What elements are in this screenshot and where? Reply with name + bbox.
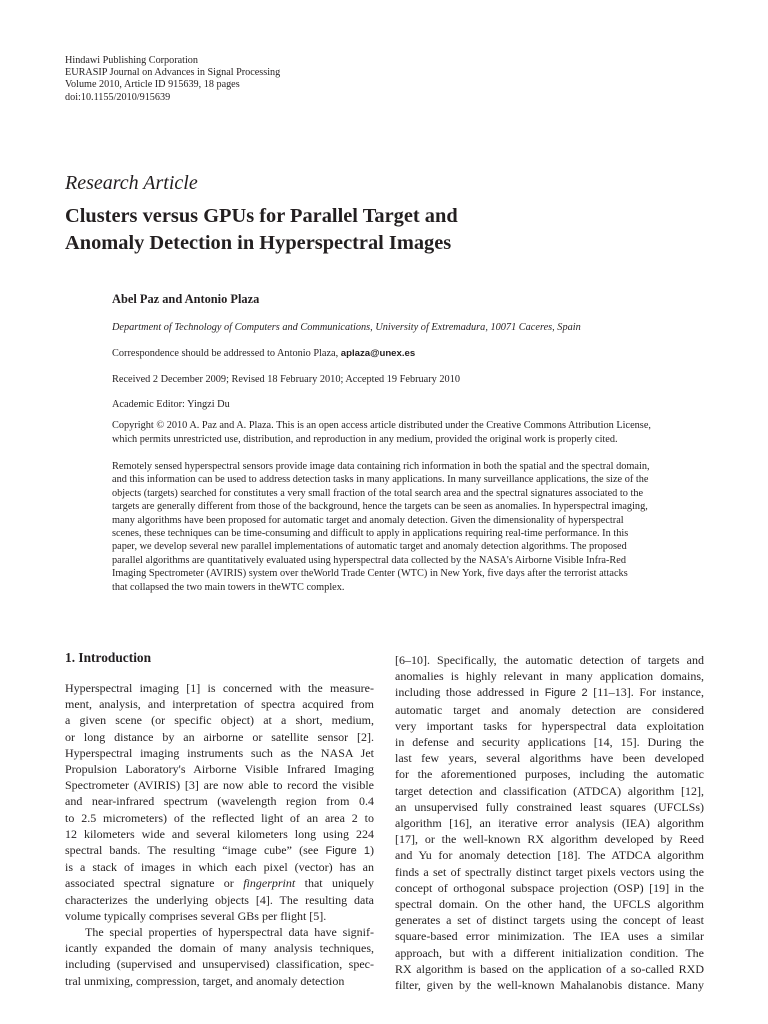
right-column <box>395 652 704 993</box>
doi-line: doi:10.1155/2010/915639 <box>65 91 171 103</box>
authors: Abel Paz and Antonio Plaza <box>112 292 260 306</box>
text-line: finds a set of spectrally distinct target pixels vectors using the <box>395 864 704 879</box>
text-line: anomalies is highly relevant in many application domains, <box>395 669 704 684</box>
article-type: Research Article <box>65 172 198 194</box>
text-line: last few years, several algorithms have been developed <box>395 751 704 766</box>
title-line: Clusters versus GPUs for Parallel Target and <box>65 205 458 227</box>
correspondence-text: Correspondence should be addressed to Antonio Plaza, <box>112 348 341 359</box>
text-line: 12 kilometers wide and several kilometers long using 224 <box>65 826 374 841</box>
text-line: square-based error minimization. The IEA uses a similar <box>395 929 704 944</box>
text-line: an unsupervised fully constrained least squares (UFCLSs) <box>395 799 704 814</box>
text-line: including (supervised and unsupervised) classification, spec- <box>65 957 374 972</box>
text-line: [6–10]. Specifically, the automatic detection of targets and <box>395 653 704 667</box>
left-column <box>65 680 374 989</box>
text-line: Remotely sensed hyperspectral sensors provide image data containing rich information in both the spatial and the spectral domain, <box>112 461 650 472</box>
journal-line: EURASIP Journal on Advances in Signal Processing <box>65 67 281 79</box>
text-line: in defense and security applications [14, 15]. During the <box>395 735 704 750</box>
publisher-line: Hindawi Publishing Corporation <box>65 55 198 66</box>
text-line: that collapsed the two main towers in theWTC complex. <box>112 581 345 593</box>
abstract <box>112 460 704 594</box>
text-line: paper, we develop several new parallel implementations of automatic target and anomaly detection algorithms. The proposed <box>112 541 627 553</box>
text-line: to 2.5 micrometers) of the reflected light of an area 2 to <box>65 810 374 825</box>
text-line: generates a set of distinct targets using the concept of least <box>395 913 704 928</box>
text-line: characterizes the underlying objects [4]. The resulting data <box>65 892 374 907</box>
text-line: spectral bands. The resulting “image cube” (see Figure 1) <box>65 843 374 858</box>
dates-line: Received 2 December 2009; Revised 18 February 2010; Accepted 19 February 2010 <box>112 374 460 385</box>
email-link[interactable]: aplaza@unex.es <box>340 348 416 359</box>
copyright-line: Copyright © 2010 A. Paz and A. Plaza. This is an open access article distributed under the Creative Commons Attribution License, <box>112 420 651 431</box>
text-line: Propulsion Laboratory's Airborne Visible Infrared Imaging <box>65 762 374 777</box>
text-line: icantly expanded the domain of many analysis techniques, <box>65 941 374 956</box>
text-line: for the aforementioned purposes, including the automatic <box>395 767 704 782</box>
text-line: is a stack of images in which each pixel (vector) has an <box>65 860 374 875</box>
text-line: RX algorithm is based on the application of a so-called RXD <box>395 961 704 976</box>
copyright-line: which permits unrestricted use, distribution, and reproduction in any medium, provided the original work is properly cited. <box>112 434 618 445</box>
text-line: and Yu for anomaly detection [18]. The ATDCA algorithm <box>395 848 704 863</box>
text-line: concept of orthogonal subspace projection (OSP) [19] in the <box>395 880 704 895</box>
text-line: algorithm [16], an iterative error analysis (IEA) algorithm <box>395 816 704 831</box>
text-line: Hyperspectral imaging [1] is concerned with the measure- <box>65 681 374 695</box>
text-line: objects (targets) searched for constitutes a very small fraction of the total search area and the spectral signatures associated to the <box>112 487 644 499</box>
correspondence <box>112 348 415 359</box>
copyright-notice <box>112 419 710 447</box>
section-heading: 1. Introduction <box>65 650 152 665</box>
text-line: and near-infrared spectrum (wavelength region from 0.4 <box>65 794 374 809</box>
text-line: Imaging Spectrometer (AVIRIS) system over theWorld Trade Center (WTC) in New York, five days after the terrorist attacks <box>112 568 628 580</box>
article-title <box>65 203 458 257</box>
text-line: volume typically comprises several GBs per flight [5]. <box>65 908 327 923</box>
editor-line: Academic Editor: Yingzi Du <box>112 399 230 410</box>
text-line: spectral domain. On the other hand, the UFCLS algorithm <box>395 897 704 912</box>
text-line: or long distance by an airborne or satellite sensor [2]. <box>65 729 374 744</box>
text-line: tral unmixing, compression, target, and anomaly detection <box>65 973 345 988</box>
journal-header <box>65 55 280 104</box>
text-line: approach, but with a different initialization condition. The <box>395 945 704 960</box>
text-line: filter, given by the well-known Mahalanobis distance. Many <box>395 978 704 993</box>
text-line: many algorithms have been proposed for automatic target and anomaly detection. Given the dimensionality of hyperspectral <box>112 514 624 526</box>
volume-line: Volume 2010, Article ID 915639, 18 pages <box>65 79 240 91</box>
text-line: [17], or the well-known RX algorithm developed by Reed <box>395 832 704 847</box>
text-line: a given scene (or specific object) at a short, medium, <box>65 713 374 728</box>
text-line: Hyperspectral imaging instruments such as the NASA Jet <box>65 745 374 760</box>
text-line: targets are generally different from those of the background, hence the targets can be seen as anomalies. In hyperspectral imaging, <box>112 501 648 513</box>
text-line: ment, analysis, and interpretation of spectra acquired from <box>65 697 374 712</box>
text-line: associated spectral signature or fingerprint that uniquely <box>65 876 374 891</box>
title-line: Anomaly Detection in Hyperspectral Images <box>65 232 452 254</box>
text-line: very important tasks for hyperspectral data exploitation <box>395 718 704 733</box>
text-line: scenes, these techniques can be time-consuming and difficult to apply in applications requiring real-time performance. In this <box>112 528 629 540</box>
text-line: including those addressed in Figure 2 [11–13]. For instance, <box>395 685 704 700</box>
text-line: and this information can be used to address detection tasks in many applications. In many surveillance applications, the size of the <box>112 474 649 486</box>
affiliation: Department of Technology of Computers and Communications, University of Extremadura, 10071 Caceres, Spain <box>112 322 581 333</box>
text-line: target detection and classification (ATDCA) algorithm [12], <box>395 783 704 798</box>
text-line: parallel algorithms are quantitatively evaluated using hyperspectral data collected by the NASA's Airborne Visible Infra-Red <box>112 554 627 566</box>
text-line: Spectrometer (AVIRIS) [3] are now able to record the visible <box>65 778 374 793</box>
text-line: automatic target and anomaly detection are considered <box>395 702 704 717</box>
text-line: The special properties of hyperspectral data have signif- <box>85 925 374 940</box>
